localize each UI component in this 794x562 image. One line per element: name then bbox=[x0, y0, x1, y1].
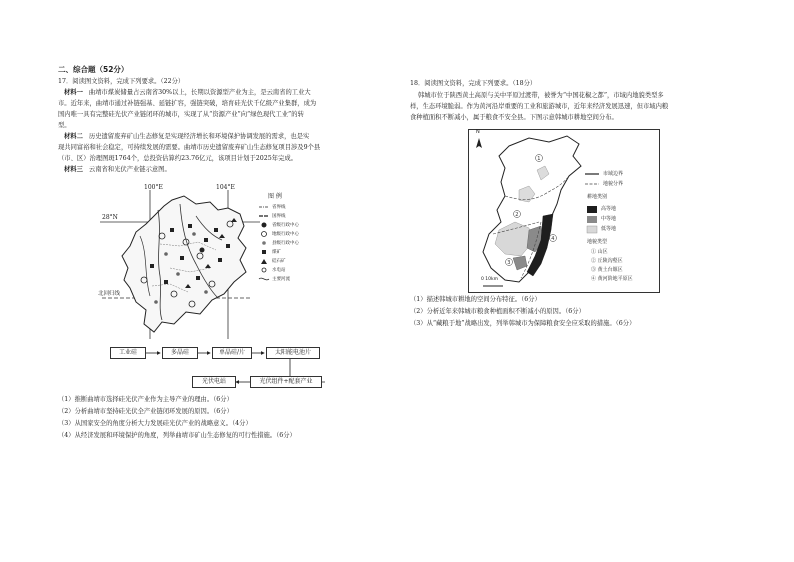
legend-item: 水电站 bbox=[272, 268, 286, 273]
q18-sub2: （2）分析近年来韩城市粮食种植面积不断减小的原因。（6分） bbox=[410, 308, 585, 315]
hancheng-map bbox=[468, 129, 660, 293]
tropic-label: 北回归线 bbox=[98, 291, 121, 297]
svg-text:4: 4 bbox=[551, 236, 555, 243]
q17-m3-line: 材料三 云南省和光伏产业链示意图。 bbox=[64, 166, 171, 173]
legend-item: 地级行政中心 bbox=[272, 232, 299, 237]
q18-sub1: （1）描述韩城市耕地的空间分布特征。（6分） bbox=[410, 296, 541, 303]
legend-farmland-title: 耕地类别 bbox=[587, 194, 608, 200]
q18-intro-line1: 韩城市位于陕西黄土高原与关中平原过渡带，被誉为“中国花椒之都”，市域内地貌类型多 bbox=[418, 92, 664, 99]
legend-item: 县级行政中心 bbox=[272, 241, 299, 246]
legend-item: 省界线 bbox=[272, 205, 286, 210]
q17-m2-line2: 现共同富裕和社会稳定，可持续发展的需要。曲靖市历史遗留废弃矿山生态修复项目涉及9个县 bbox=[58, 144, 321, 151]
q17-m2-line1: 材料二 历史遗留废弃矿山生态修复是实现经济增长和环境保护协调发展的需求，也是实 bbox=[64, 133, 310, 140]
section-title: 二、综合题（52分） bbox=[58, 65, 129, 74]
legend-landform-type: ④ 黄河阶地平原区 bbox=[591, 276, 633, 282]
lat-label-28: 28°N bbox=[102, 214, 118, 221]
q17-sub4: （4）从经济发展和环境保护的角度，列举曲靖市矿山生态修复的可行性措施。（6分） bbox=[58, 432, 296, 439]
legend-low-grade: 低等地 bbox=[601, 226, 617, 232]
legend-mid-grade: 中等地 bbox=[601, 216, 617, 222]
lon-label-100: 100°E bbox=[144, 184, 163, 191]
flow-box-solar-cell: 太阳能电池片 bbox=[266, 347, 320, 359]
legend-item: 煤矿 bbox=[272, 250, 281, 255]
legend-high-grade: 高等地 bbox=[601, 206, 617, 212]
legend-landform-type: ② 丘陵沟壑区 bbox=[591, 258, 623, 264]
flow-box-monocrystalline-wafer: 单晶硅/片 bbox=[212, 347, 252, 359]
legend-city-boundary: 市域边界 bbox=[603, 171, 624, 177]
flow-box-industrial-silicon: 工业硅 bbox=[110, 347, 146, 359]
scale-bar-label: 0 10km bbox=[481, 277, 499, 282]
q17-m1-line1: 材料一 曲靖市煤炭储量占云南省30%以上，长期以资源型产业为主，是云南省的工业大 bbox=[64, 89, 311, 96]
q17-sub2: （2）分析曲靖市坚持硅光伏全产业链闭环发展的原因。（6分） bbox=[58, 408, 233, 415]
q18-intro-line3: 食种植面积不断减小，属于粮食不安全县。下图示意韩城市耕地空间分布。 bbox=[410, 114, 618, 121]
pv-chain-flowchart bbox=[110, 344, 340, 392]
q18-number: 18．阅读图文资料，完成下列要求。（18分） bbox=[410, 80, 537, 87]
svg-text:1: 1 bbox=[537, 156, 541, 163]
legend-landform-title: 地貌类型 bbox=[587, 239, 608, 245]
q17-m1-line2: 市。近年来，曲靖市通过补链强基、延链扩容，强链突破，培育硅光伏千亿级产业集群，成为 bbox=[58, 100, 317, 107]
legend-landform-boundary: 地貌分界 bbox=[603, 181, 624, 187]
legend-landform-type: ① 山区 bbox=[591, 249, 608, 255]
yunnan-map-legend bbox=[258, 193, 322, 283]
svg-text:2: 2 bbox=[515, 212, 519, 219]
q18-sub3: （3）从“藏粮于地”战略出发，列举韩城市为保障粮食安全应采取的措施。（6分） bbox=[410, 320, 636, 327]
legend-title: 图 例 bbox=[268, 193, 282, 200]
legend-item: 硅石矿 bbox=[272, 259, 286, 264]
legend-item: 主要河流 bbox=[272, 277, 290, 282]
svg-text:3: 3 bbox=[507, 260, 511, 267]
flow-box-pv-station: 光伏电站 bbox=[192, 376, 236, 388]
q17-m1-line3: 国内唯一具有完整硅光伏产业链闭环的城市，实现了从“资源产业”向“绿色现代工业”的转 bbox=[58, 111, 304, 118]
q18-intro-line2: 样，生态环境脆弱。作为黄河沿岸重要的工业和旅游城市，近年来经济发展迅速，但市域内粮 bbox=[410, 103, 669, 110]
q17-m1-line4: 型。 bbox=[58, 122, 71, 129]
legend-item: 省级行政中心 bbox=[272, 223, 299, 228]
q17-sub3: （3）从国家安全的角度分析大力发展硅光伏产业的战略意义。（4分） bbox=[58, 420, 252, 427]
north-arrow-label: N bbox=[476, 129, 480, 135]
lon-label-104: 104°E bbox=[216, 184, 235, 191]
q17-m2-line3: （市、区）治理图斑1764个，总投资估算约23.76亿元，该项目计划于2025年完成。 bbox=[58, 155, 297, 162]
flow-box-pv-module: 光伏组件+配套产业 bbox=[250, 376, 322, 388]
flow-box-polysilicon: 多晶硅 bbox=[162, 347, 198, 359]
q17-number: 17．阅读图文资料，完成下列要求。（22分） bbox=[58, 78, 185, 85]
q17-sub1: （1）推断曲靖市选择硅光伏产业作为主导产业的理由。（6分） bbox=[58, 396, 233, 403]
legend-item: 国界线 bbox=[272, 214, 286, 219]
legend-landform-type: ③ 黄土台塬区 bbox=[591, 267, 623, 273]
